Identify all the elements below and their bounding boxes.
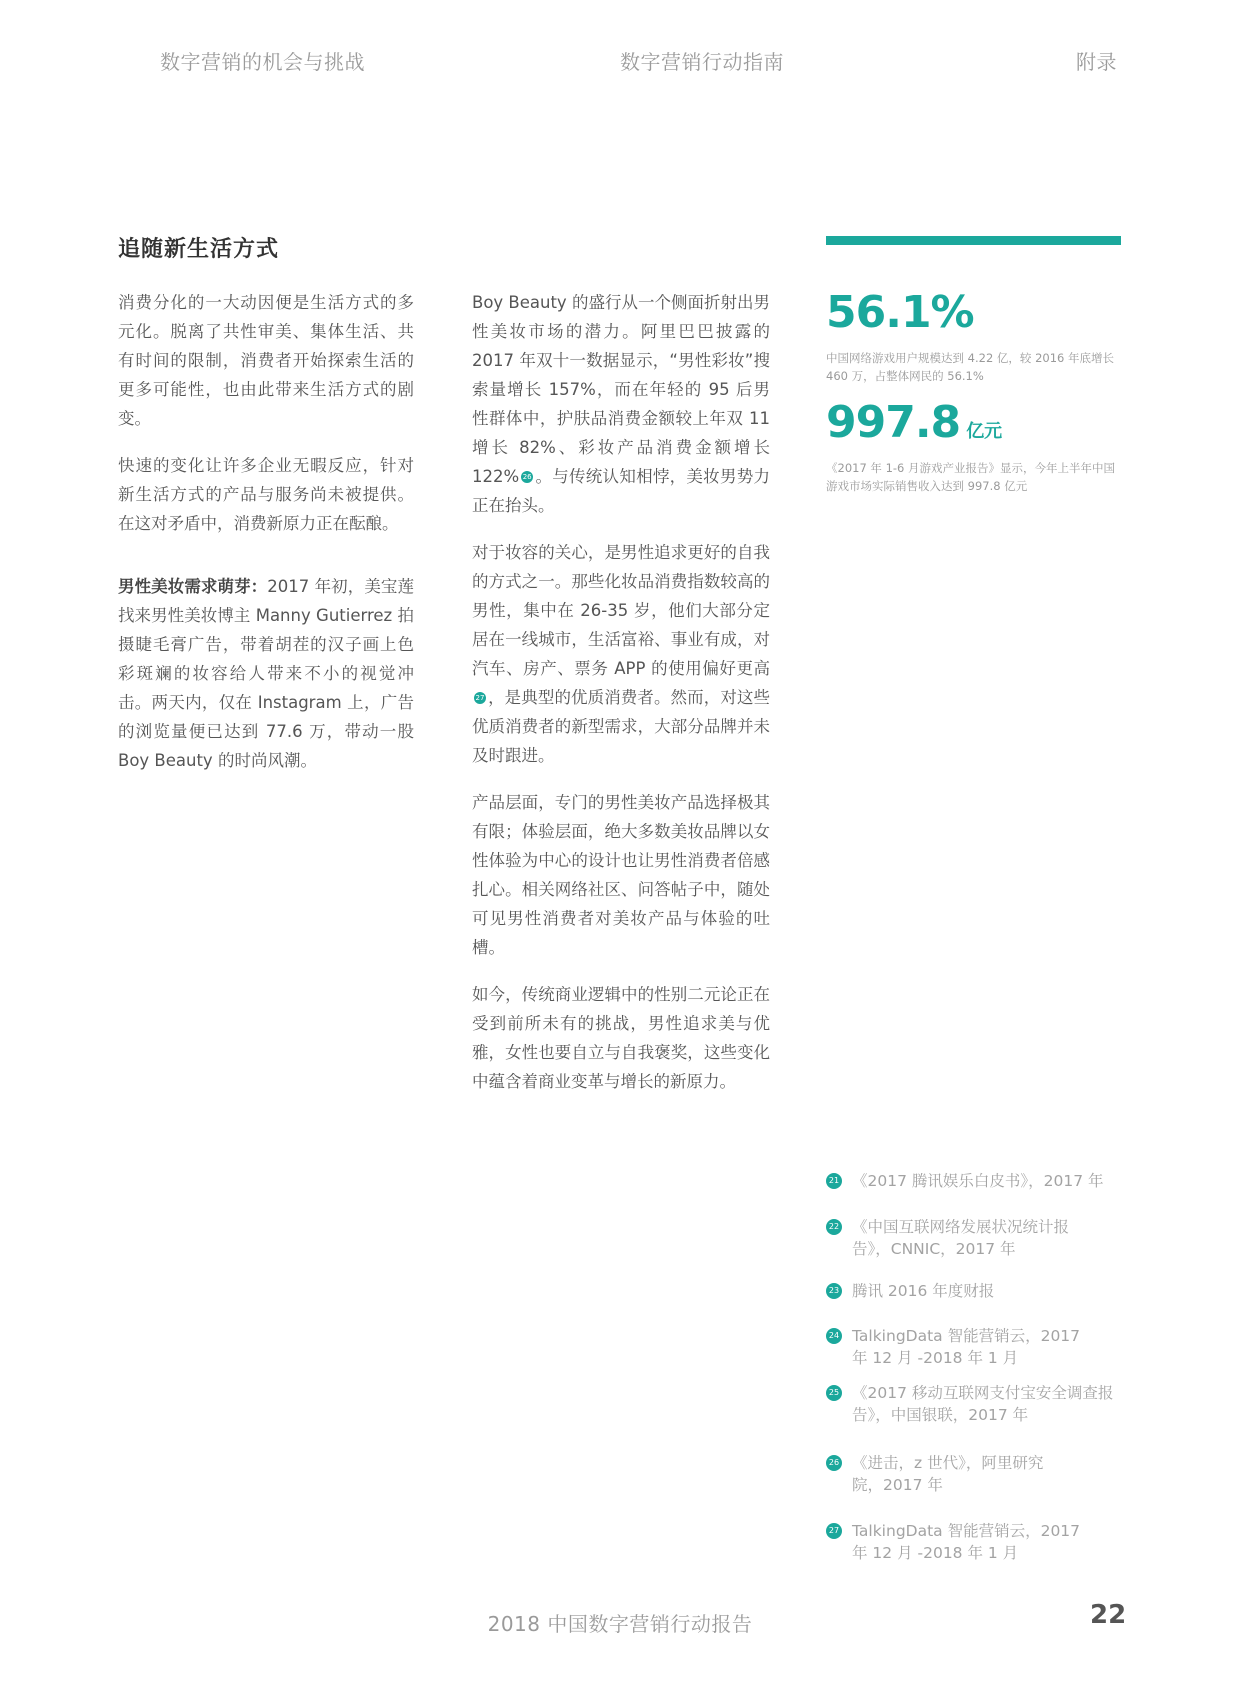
footnote-number: 25	[826, 1385, 842, 1401]
footnote-text: 《2017 腾讯娱乐白皮书》，2017 年	[852, 1172, 1104, 1190]
footnote-number: 22	[826, 1219, 842, 1235]
paragraph: 快速的变化让许多企业无暇反应，针对新生活方式的产品与服务尚未被提供。在这对矛盾中，消费新原力正在酝酿。	[118, 456, 414, 533]
footnote-text: 《中国互联网络发展状况统计报告》，CNNIC，2017 年	[852, 1218, 1070, 1258]
footnote-number: 23	[826, 1283, 842, 1299]
paragraph	[472, 288, 770, 520]
section-title: 追随新生活方式	[118, 237, 280, 262]
accent-bar	[826, 236, 1121, 245]
page-number: 22	[1090, 1600, 1127, 1630]
footnote-number: 21	[826, 1173, 842, 1189]
nav-item-appendix[interactable]: 附录	[1076, 50, 1117, 74]
stat-unit: 亿元	[966, 421, 1003, 442]
text-column-1	[118, 288, 414, 793]
footnote-item	[826, 1170, 1146, 1192]
nav-item-action-guide[interactable]: 数字营销行动指南	[620, 50, 784, 74]
paragraph-text: ，是典型的优质消费者。然而，对这些优质消费者的新型需求，大部分品牌并未及时跟进。	[472, 688, 770, 765]
stat-value: 56.1%	[826, 287, 974, 338]
footnote-number: 24	[826, 1328, 842, 1344]
footnote-ref-27[interactable]: 27	[475, 694, 485, 702]
footnote-item	[826, 1520, 1146, 1564]
footnote-number: 27	[826, 1523, 842, 1539]
paragraph: 产品层面，专门的男性美妆产品选择极其有限；体验层面，绝大多数美妆品牌以女性体验为中心的设计也让男性消费者倍感扎心。相关网络社区、问答帖子中，随处可见男性消费者对美妆产品与体验的吐槽。	[472, 793, 770, 957]
footnote-item	[826, 1382, 1146, 1426]
footnote-number: 26	[826, 1455, 842, 1471]
footnote-text: 《进击，z 世代》，阿里研究院，2017 年	[852, 1454, 1044, 1494]
footnote-ref-26[interactable]: 26	[522, 473, 532, 481]
footnote-item	[826, 1325, 1146, 1369]
paragraph-lead: 男性美妆需求萌芽：	[118, 577, 268, 596]
paragraph: 消费分化的一大动因便是生活方式的多元化。脱离了共性审美、集体生活、共有时间的限制，消费者开始探索生活的更多可能性，也由此带来生活方式的剧变。	[118, 293, 414, 428]
nav-item-opportunities[interactable]: 数字营销的机会与挑战	[160, 50, 365, 74]
paragraph-text: Boy Beauty 的盛行从一个侧面折射出男性美妆市场的潜力。阿里巴巴披露的 2017 年双十一数据显示，“男性彩妆”搜索量增长 157%，而在年轻的 95 后男性群体中，护肤品消费金额较上年双 11 增长 82%、彩妆产品消费金额增长 122%	[472, 293, 770, 486]
footnote-item	[826, 1280, 1146, 1302]
footnote-item	[826, 1452, 1146, 1496]
footnote-text: TalkingData 智能营销云，2017 年 12 月 -2018 年 1 月	[852, 1522, 1081, 1562]
paragraph-text: 对于妆容的关心，是男性追求更好的自我的方式之一。那些化妆品消费指数较高的男性，集中在 26-35 岁，他们大部分定居在一线城市，生活富裕、事业有成，对汽车、房产、票务 APP 的使用偏好更高	[472, 543, 770, 678]
paragraph	[472, 538, 770, 770]
stat-block	[826, 398, 1126, 495]
footnote-text: 《2017 移动互联网支付宝安全调查报告》，中国银联，2017 年	[852, 1384, 1114, 1424]
stat-value: 997.8 亿元	[826, 397, 1003, 448]
text-column-2	[472, 288, 770, 1114]
footnote-text: 腾讯 2016 年度财报	[852, 1282, 995, 1300]
paragraph: 如今，传统商业逻辑中的性别二元论正在受到前所未有的挑战，男性追求美与优雅，女性也要自立与自我褒奖，这些变化中蕴含着商业变革与增长的新原力。	[472, 985, 770, 1091]
footnote-text: TalkingData 智能营销云，2017 年 12 月 -2018 年 1 月	[852, 1327, 1081, 1367]
paragraph-body: 2017 年初，美宝莲找来男性美妆博主 Manny Gutierrez 拍摄睫毛膏广告，带着胡茬的汉子画上色彩斑斓的妆容给人带来不小的视觉冲击。两天内，仅在 Instagram 上，广告的浏览量便已达到 77.6 万，带动一股 Boy Beauty 的时尚风潮。	[118, 577, 414, 770]
footnote-item	[826, 1216, 1146, 1260]
stat-description: 《2017 年 1-6 月游戏产业报告》显示，今年上半年中国游戏市场实际销售收入达到 997.8 亿元	[826, 461, 1116, 493]
paragraph-text: 。与传统认知相悖，美妆男势力正在抬头。	[472, 467, 770, 515]
paragraph	[118, 572, 414, 775]
footer-title: 2018 中国数字营销行动报告	[487, 1612, 753, 1636]
stat-description: 中国网络游戏用户规模达到 4.22 亿，较 2016 年底增长 460 万，占整体网民的 56.1%	[826, 351, 1114, 383]
stat-block	[826, 288, 1126, 385]
